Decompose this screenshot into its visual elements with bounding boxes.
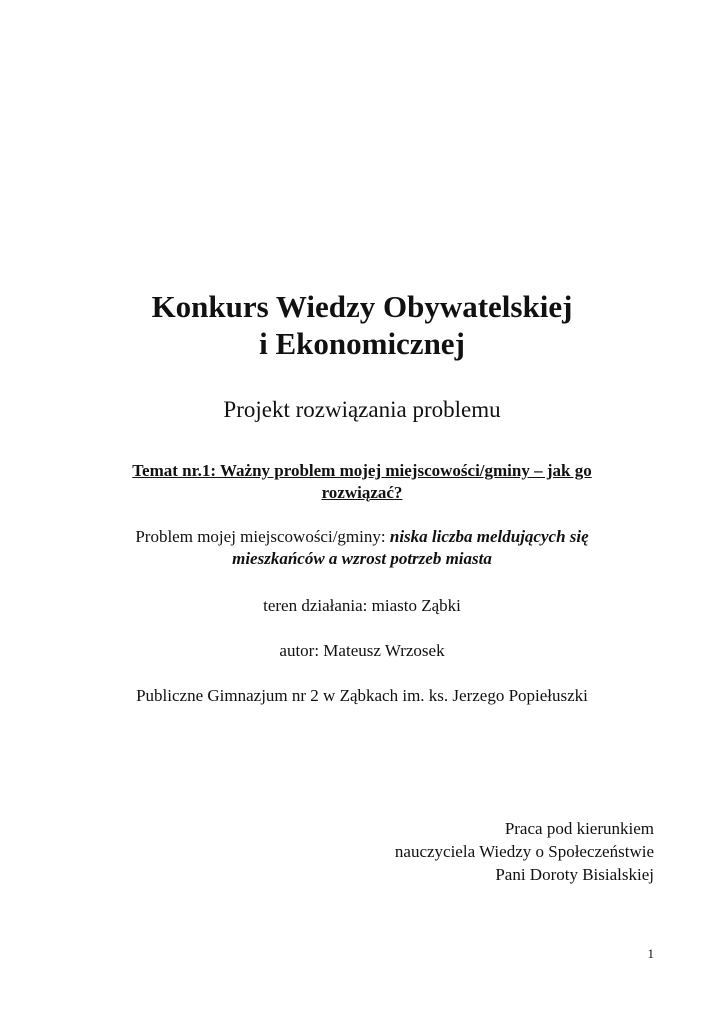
problem-prefix: Problem mojej miejscowości/gminy: <box>135 527 390 546</box>
supervisor-line-2: nauczyciela Wiedzy o Społeczeństwie <box>394 842 654 861</box>
problem-emphasis-2: mieszkańców a wzrost potrzeb miasta <box>232 549 492 568</box>
page-number: 1 <box>647 946 654 961</box>
problem-emphasis-1: niska liczba meldujących się <box>389 527 589 546</box>
supervisor-line-3: Pani Doroty Bisialskiej <box>495 865 654 884</box>
document-subtitle: Projekt rozwiązania problemu <box>223 397 501 422</box>
supervisor-line-1: Praca pod kierunkiem <box>504 819 654 838</box>
topic-line-2: rozwiązać? <box>321 483 403 502</box>
title-line-2: i Ekonomicznej <box>259 326 465 361</box>
author-line: autor: Mateusz Wrzosek <box>279 641 445 660</box>
problem-statement <box>0 526 724 570</box>
topic-line-1: Temat nr.1: Ważny problem mojej miejscowości/gminy – jak go <box>132 461 592 480</box>
problem-line-1 <box>0 526 724 548</box>
document-title <box>0 288 724 362</box>
area-of-activity: teren działania: miasto Ząbki <box>263 596 461 615</box>
school-name: Publiczne Gimnazjum nr 2 w Ząbkach im. ks. Jerzego Popiełuszki <box>136 686 588 705</box>
supervisor-block <box>395 817 654 886</box>
title-line-1: Konkurs Wiedzy Obywatelskiej <box>151 289 573 324</box>
topic-heading <box>0 460 724 504</box>
